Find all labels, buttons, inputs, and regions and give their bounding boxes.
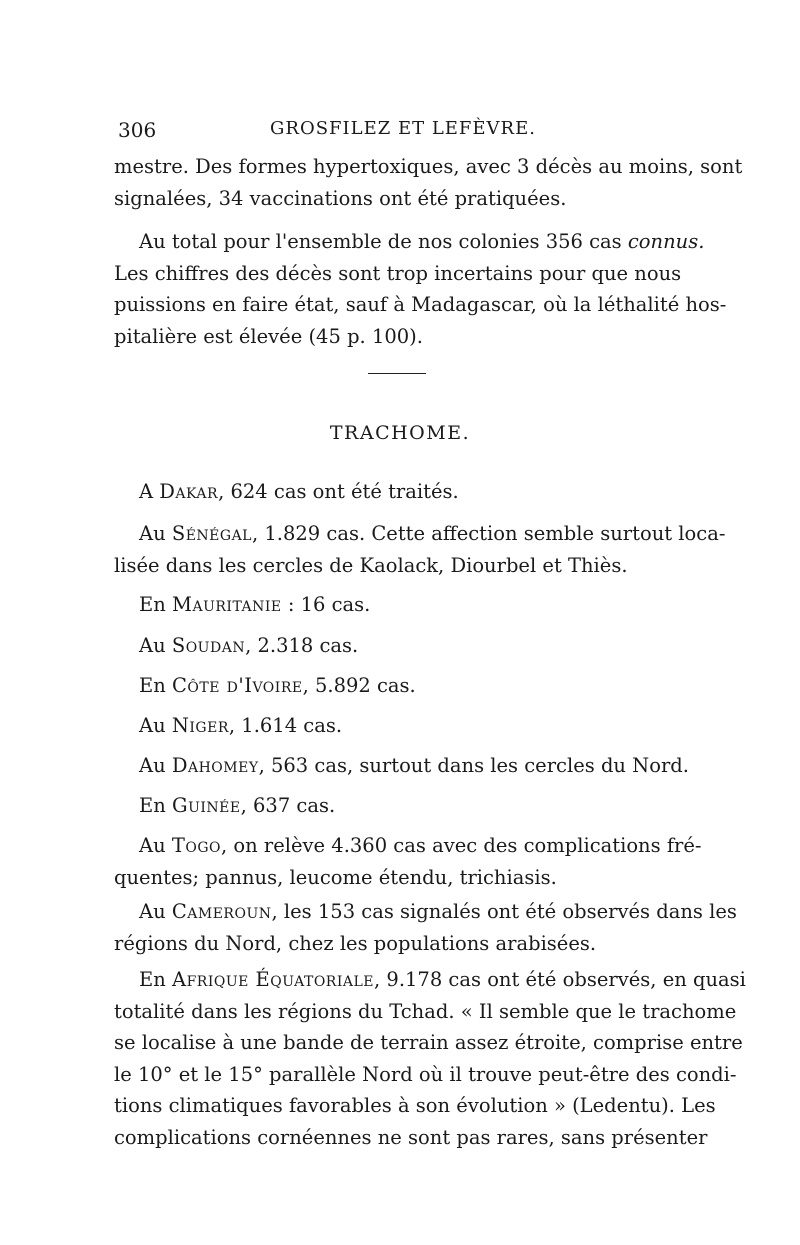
- entry-prefix: En: [139, 968, 172, 991]
- entry-dakar: [114, 476, 689, 508]
- entry-prefix: Au: [139, 714, 172, 737]
- entry-prefix: En: [139, 674, 172, 697]
- text-line: se localise à une bande de terrain assez étroite, comprise entre: [114, 1031, 743, 1054]
- entry-text: , 2.318 cas.: [245, 634, 359, 657]
- place-name: Cameroun: [171, 900, 272, 923]
- text-line: [114, 589, 689, 621]
- entry-text: , 637 cas.: [240, 794, 336, 817]
- entry-text: , 9.178 cas ont été observés, en quasi: [374, 968, 746, 991]
- text-line: [114, 750, 689, 782]
- emphasis-connus: connus.: [627, 230, 705, 253]
- entry-prefix: Au: [139, 754, 172, 777]
- entry-dahomey: [114, 750, 689, 782]
- place-name: Afrique Équatoriale: [172, 968, 375, 991]
- text-line: [114, 896, 737, 928]
- place-name: Guinée: [172, 794, 241, 817]
- text-line: complications cornéennes ne sont pas rares, sans présenter: [114, 1125, 708, 1149]
- entry-cameroun: [114, 896, 737, 959]
- text-line: signalées, 34 vaccinations ont été pratiquées.: [114, 186, 567, 210]
- page-header: [118, 118, 688, 148]
- text-line: [114, 790, 689, 822]
- entry-guinee: [114, 790, 689, 822]
- text-line: puissions en faire état, sauf à Madagascar, où la léthalité hos-: [114, 293, 727, 316]
- entry-togo: [114, 830, 702, 893]
- text-line: le 10° et le 15° parallèle Nord où il trouve peut-être des condi-: [114, 1062, 737, 1086]
- place-name: Niger: [171, 714, 229, 737]
- text-line: [114, 830, 702, 862]
- entry-text: , on relève 4.360 cas avec des complications fré-: [221, 834, 702, 857]
- text-line: [114, 226, 705, 258]
- entry-text: , 1.614 cas.: [228, 714, 343, 737]
- text-line: [114, 518, 726, 550]
- place-name: Côte d'Ivoire: [172, 674, 303, 697]
- text-line: [114, 476, 689, 508]
- text-line: [114, 964, 746, 996]
- entry-prefix: En: [139, 794, 172, 817]
- page-number: 306: [118, 118, 157, 142]
- entry-niger: [114, 710, 689, 742]
- text-line: quentes; pannus, leucome étendu, trichiasis.: [114, 865, 557, 889]
- entry-prefix: Au: [139, 634, 172, 657]
- entry-mauritanie: [114, 589, 689, 621]
- entry-text: , 5.892 cas.: [302, 674, 416, 697]
- entry-soudan: [114, 630, 689, 662]
- entry-cote-ivoire: [114, 670, 689, 702]
- place-name: Sénégal: [171, 522, 252, 545]
- entry-text: , 563 cas, surtout dans les cercles du Nord.: [258, 754, 689, 777]
- text-line: [114, 670, 689, 702]
- text-line: [114, 630, 689, 662]
- entry-text: , 1.829 cas. Cette affection semble surtout loca-: [251, 522, 726, 545]
- text-line: lisée dans les cercles de Kaolack, Diourbel et Thiès.: [114, 553, 628, 577]
- entry-prefix: En: [139, 593, 172, 616]
- entry-prefix: Au: [139, 522, 172, 545]
- entry-prefix: Au: [139, 834, 172, 857]
- section-title: TRACHOME.: [329, 422, 471, 444]
- text-line: régions du Nord, chez les populations arabisées.: [114, 931, 597, 955]
- text-line: Les chiffres des décès sont trop incertains pour que nous: [114, 261, 682, 285]
- text-line: mestre. Des formes hypertoxiques, avec 3 décès au moins, sont: [114, 155, 743, 178]
- text-line: tions climatiques favorables à son évolution » (Ledentu). Les: [114, 1094, 716, 1117]
- text-line: pitalière est élevée (45 p. 100).: [114, 324, 423, 348]
- running-head: GROSFILEZ ET LEFÈVRE.: [270, 118, 536, 139]
- entry-text: : 16 cas.: [281, 593, 371, 616]
- entry-senegal: [114, 518, 726, 581]
- paragraph-total: [114, 226, 727, 352]
- entry-text: , les 153 cas signalés ont été observés dans les: [271, 900, 737, 923]
- place-name: Dahomey: [171, 754, 259, 777]
- entry-text: , 624 cas ont été traités.: [218, 480, 459, 503]
- entry-prefix: Au: [139, 900, 172, 923]
- text-line: [114, 710, 689, 742]
- text-line: totalité dans les régions du Tchad. « Il semble que le trachome: [114, 999, 737, 1023]
- entry-prefix: A: [139, 480, 160, 503]
- text-span: Au total pour l'ensemble de nos colonies 356 cas: [139, 230, 628, 253]
- entry-afrique-equatoriale: [114, 964, 746, 1153]
- place-name: Dakar: [159, 480, 219, 503]
- paragraph-continuation: [114, 151, 743, 214]
- place-name: Soudan: [171, 634, 246, 657]
- place-name: Mauritanie: [172, 593, 282, 616]
- section-divider: [368, 373, 426, 374]
- place-name: Togo: [171, 834, 221, 857]
